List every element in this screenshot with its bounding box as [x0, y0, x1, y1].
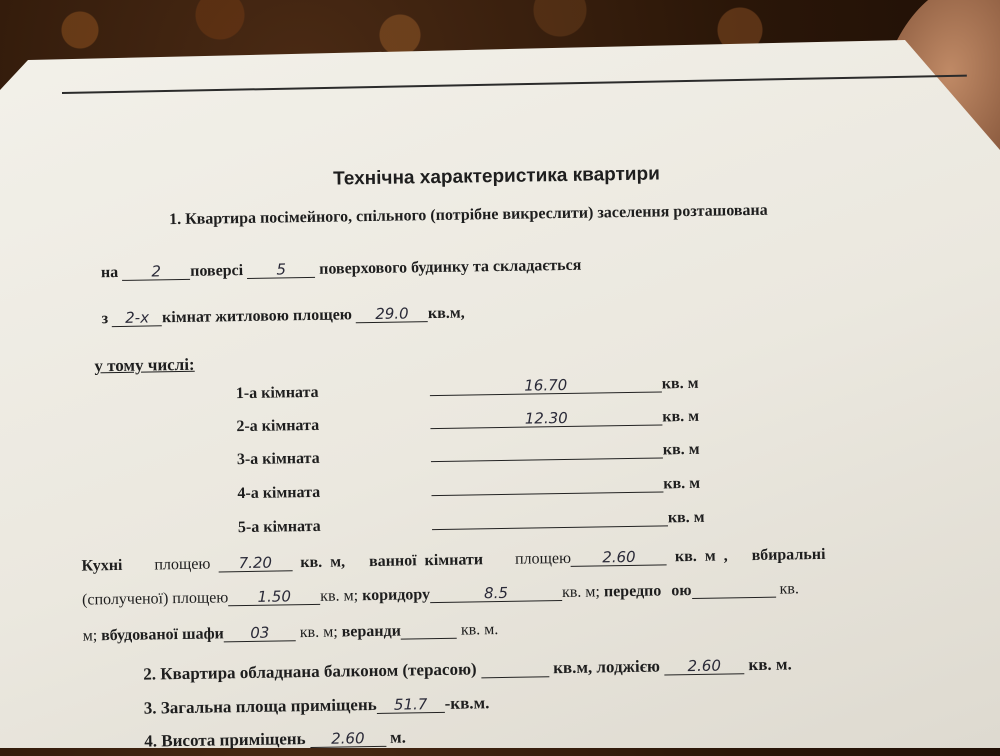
- rooms-mid: кімнат житловою площею: [161, 306, 353, 327]
- room-unit: кв. м: [661, 374, 699, 393]
- wardrobe-line: [83, 621, 499, 646]
- unit-label: -кв.м.: [444, 693, 490, 713]
- hall-area-field[interactable]: [691, 581, 775, 599]
- loggia-area-field[interactable]: 2.60: [664, 657, 744, 675]
- unit-label: кв. м.: [460, 621, 499, 639]
- unit-label: кв. м,: [300, 553, 346, 572]
- height-label: 4. Висота приміщень: [144, 729, 306, 751]
- area-word: площею: [514, 549, 572, 568]
- room-row: [431, 475, 700, 497]
- kitchen-line: [81, 546, 825, 576]
- living-area-field[interactable]: 29.0: [356, 305, 428, 323]
- toilet-line: [82, 580, 799, 609]
- toilet-label: вбиральні: [751, 545, 826, 565]
- hall-label: передпо: [603, 582, 662, 601]
- floor-suffix: поверхового будинку та складається: [319, 256, 582, 278]
- loggia-label: кв.м, лоджією: [552, 656, 661, 678]
- unit-label: м;: [82, 627, 98, 645]
- room-area-field[interactable]: 16.70: [430, 375, 662, 396]
- unit-label: кв. м;: [299, 623, 338, 642]
- room-label: 4-а кімната: [237, 483, 321, 503]
- floor-prefix: на: [100, 263, 119, 282]
- hall-label-end: ою: [671, 582, 692, 600]
- room-label: 2-а кімната: [236, 416, 320, 436]
- room-area-field[interactable]: [432, 509, 668, 530]
- floor-line: [101, 257, 582, 283]
- total-area-field[interactable]: 51.7: [377, 696, 445, 714]
- bath-area-field[interactable]: 2.60: [571, 548, 667, 567]
- unit-label: кв. м;: [561, 583, 601, 602]
- wardrobe-area-field[interactable]: 03: [224, 624, 296, 642]
- room-label: 3-а кімната: [236, 449, 320, 469]
- unit-label: м.: [389, 727, 407, 747]
- section-3-line: [144, 693, 490, 718]
- room-area-field[interactable]: [431, 475, 663, 496]
- room-area-field[interactable]: 12.30: [430, 408, 662, 429]
- room-label: 1-а кімната: [235, 383, 319, 403]
- toilet-area-field[interactable]: 1.50: [228, 588, 320, 606]
- unit-label: кв.: [779, 580, 800, 598]
- room-row: [430, 375, 699, 397]
- balcony-area-field[interactable]: [481, 660, 549, 678]
- veranda-area-field[interactable]: [401, 622, 457, 640]
- rooms-count-field[interactable]: 2-х: [112, 309, 162, 327]
- document-title: Технічна характеристика квартири: [333, 163, 660, 190]
- living-area-unit: кв.м,: [427, 304, 465, 323]
- veranda-label: веранди: [341, 622, 402, 641]
- corridor-label: коридору: [362, 586, 431, 605]
- kitchen-label: Кухні: [81, 556, 123, 575]
- room-row: [432, 509, 705, 531]
- unit-label: кв. м;: [320, 587, 359, 605]
- room-unit: кв. м: [667, 508, 705, 527]
- section-4-line: [144, 728, 406, 752]
- height-field[interactable]: 2.60: [310, 730, 386, 748]
- room-label: 5-а кімната: [237, 517, 321, 537]
- unit-label: кв. м.: [748, 654, 792, 675]
- wardrobe-label: вбудованої шафи: [101, 625, 224, 645]
- section-2-line: [143, 654, 792, 684]
- rooms-line: [102, 305, 465, 329]
- kitchen-area-field[interactable]: 7.20: [218, 554, 292, 572]
- floors-count-field[interactable]: 5: [247, 261, 315, 279]
- corridor-area-field[interactable]: 8.5: [430, 584, 562, 603]
- room-unit: кв. м: [663, 474, 701, 493]
- including-heading: у тому числі:: [94, 354, 195, 376]
- area-word: площею: [154, 555, 211, 574]
- unit-label: кв. м ,: [674, 547, 728, 566]
- room-row: [430, 408, 699, 430]
- balcony-label: 2. Квартира обладнана балконом (терасою): [143, 659, 477, 684]
- combined-label: (сполученої): [81, 590, 169, 609]
- room-area-field[interactable]: [431, 441, 663, 462]
- room-unit: кв. м: [662, 440, 700, 459]
- area-word: площею: [172, 589, 229, 608]
- rooms-prefix: з: [101, 310, 109, 328]
- bath-label: ванної кімнати: [368, 551, 484, 571]
- total-area-label: 3. Загальна площа приміщень: [143, 694, 377, 718]
- floor-mid: поверсі: [190, 262, 244, 280]
- room-row: [431, 441, 700, 463]
- room-unit: кв. м: [662, 407, 700, 426]
- floor-field[interactable]: 2: [122, 263, 190, 281]
- section-1-line: 1. Квартира посімейного, спільного (потрібне викреслити) заселення розташована: [168, 201, 768, 229]
